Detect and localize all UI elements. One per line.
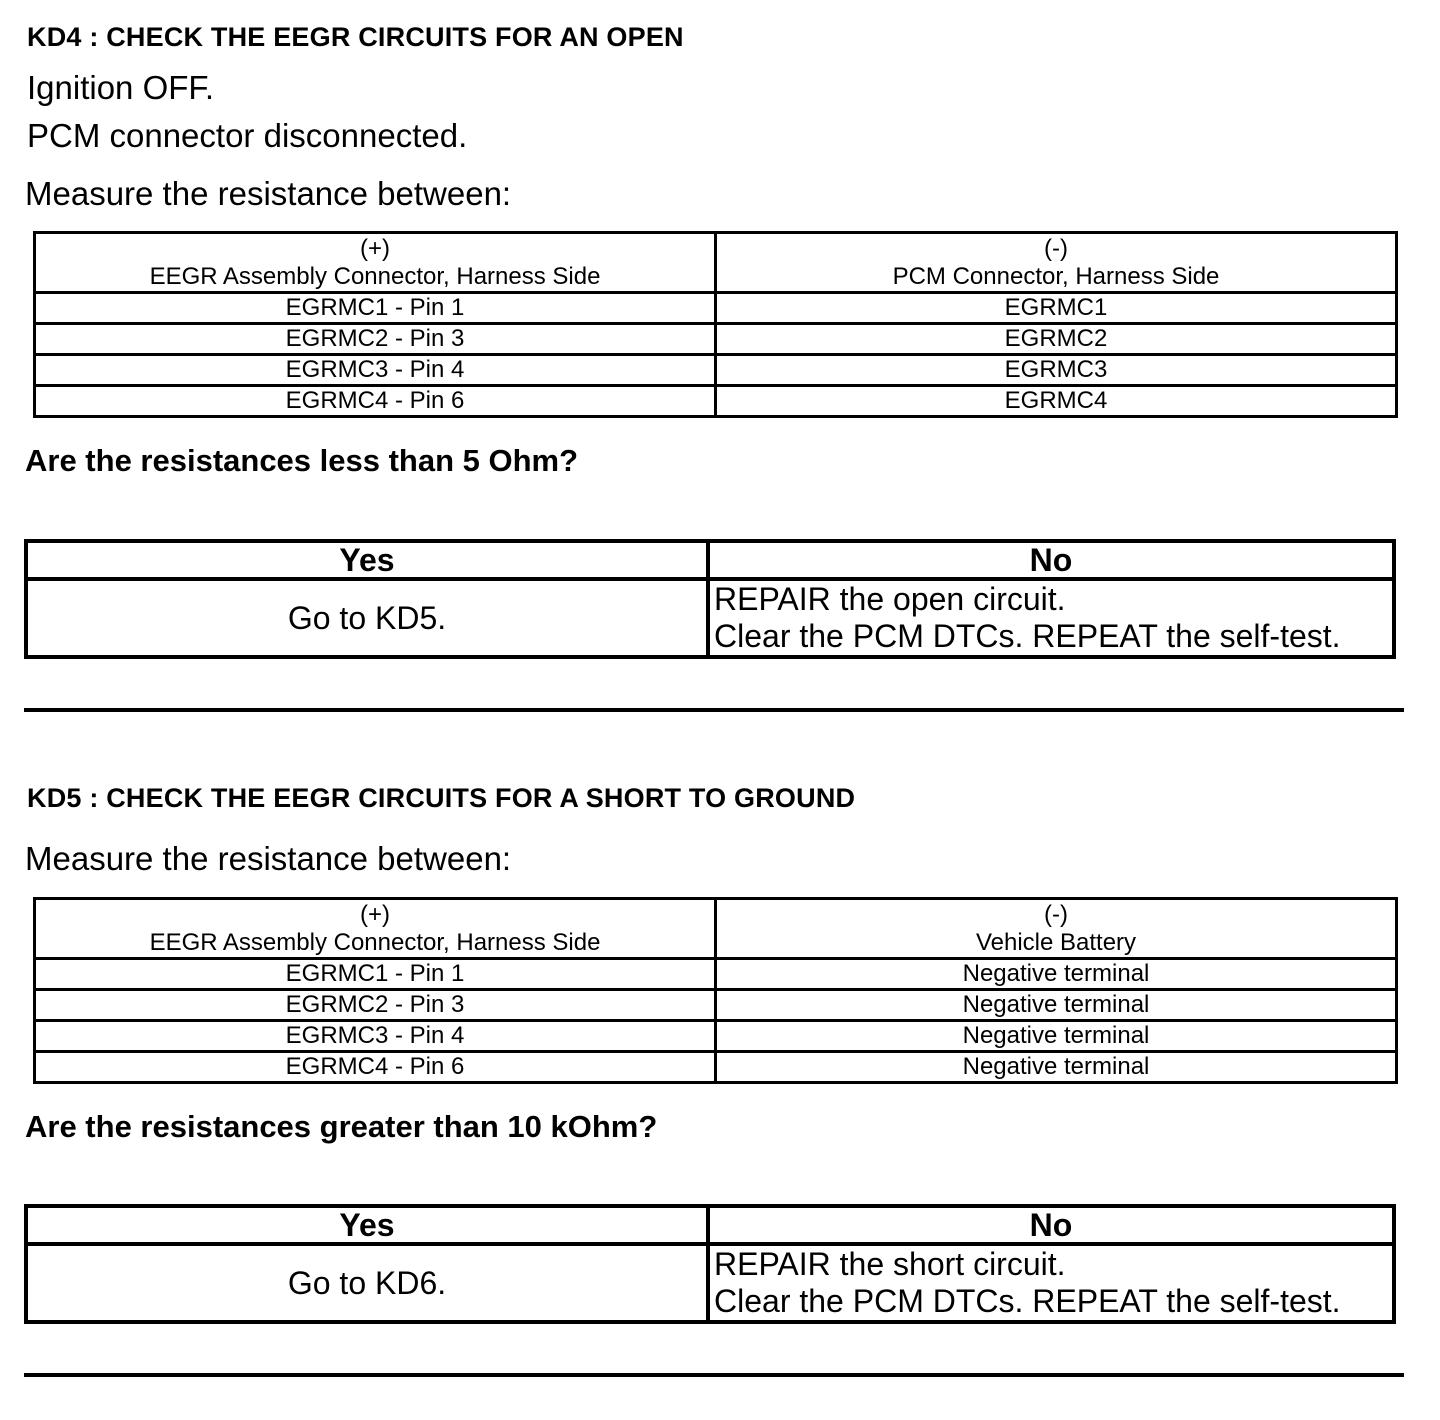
kd5-yes-header: Yes <box>26 1206 708 1244</box>
kd5-no-action-line1: REPAIR the short circuit. <box>714 1246 1066 1282</box>
kd5-no-header: No <box>708 1206 1394 1244</box>
kd5-question: Are the resistances greater than 10 kOhm? <box>25 1109 658 1144</box>
kd4-question: Are the resistances less than 5 Ohm? <box>25 443 579 478</box>
kd4-col-positive-label: EEGR Assembly Connector, Harness Side <box>149 262 601 290</box>
kd4-yes-action: Go to KD5. <box>26 579 708 657</box>
kd5-result-body-row <box>26 1244 1394 1322</box>
kd5-cell-negative: Negative terminal <box>716 990 1397 1021</box>
kd5-result-header-row <box>26 1206 1394 1244</box>
kd4-no-action-line2: Clear the PCM DTCs. REPEAT the self-test. <box>714 618 1341 654</box>
kd5-cell-negative: Negative terminal <box>716 1021 1397 1052</box>
kd5-measure-instruction: Measure the resistance between: <box>25 840 512 877</box>
section-divider <box>24 708 1404 712</box>
kd4-col-positive-header <box>35 233 716 293</box>
table-row <box>35 1021 1397 1052</box>
kd4-cell-positive: EGRMC2 - Pin 3 <box>35 324 716 355</box>
kd4-col-negative-symbol: (-) <box>1044 234 1068 262</box>
kd5-cell-negative: Negative terminal <box>716 959 1397 990</box>
table-row <box>35 324 1397 355</box>
kd5-col-positive-symbol: (+) <box>360 900 390 928</box>
kd4-measurement-table <box>33 231 1398 418</box>
kd4-cell-negative: EGRMC1 <box>716 293 1397 324</box>
table-row <box>35 990 1397 1021</box>
kd5-cell-positive: EGRMC3 - Pin 4 <box>35 1021 716 1052</box>
kd4-step-title: KD4 : CHECK THE EEGR CIRCUITS FOR AN OPEN <box>27 22 684 52</box>
kd4-col-positive-symbol: (+) <box>360 234 390 262</box>
kd4-cell-positive: EGRMC4 - Pin 6 <box>35 386 716 417</box>
kd5-no-action <box>708 1244 1394 1322</box>
kd4-result-table <box>24 539 1396 659</box>
table-row <box>35 293 1397 324</box>
kd4-condition-ignition: Ignition OFF. <box>27 69 215 106</box>
table-row <box>35 386 1397 417</box>
kd4-cell-negative: EGRMC3 <box>716 355 1397 386</box>
section-divider <box>24 1373 1404 1377</box>
kd5-table-header-row <box>35 899 1397 959</box>
kd5-cell-negative: Negative terminal <box>716 1052 1397 1083</box>
kd4-no-action-line1: REPAIR the open circuit. <box>714 581 1066 617</box>
kd4-table-header-row <box>35 233 1397 293</box>
kd4-cell-negative: EGRMC4 <box>716 386 1397 417</box>
kd4-yes-header: Yes <box>26 541 708 579</box>
kd5-cell-positive: EGRMC1 - Pin 1 <box>35 959 716 990</box>
kd4-no-action <box>708 579 1394 657</box>
kd4-cell-positive: EGRMC1 - Pin 1 <box>35 293 716 324</box>
kd5-step-title: KD5 : CHECK THE EEGR CIRCUITS FOR A SHORT TO GROUND <box>27 783 856 813</box>
kd5-measurement-table <box>33 897 1398 1084</box>
kd5-col-positive-label: EEGR Assembly Connector, Harness Side <box>149 928 601 956</box>
kd4-result-body-row <box>26 579 1394 657</box>
kd4-cell-negative: EGRMC2 <box>716 324 1397 355</box>
kd5-cell-positive: EGRMC2 - Pin 3 <box>35 990 716 1021</box>
kd5-col-negative-header <box>716 899 1397 959</box>
kd5-col-positive-header <box>35 899 716 959</box>
kd4-no-header: No <box>708 541 1394 579</box>
kd4-result-header-row <box>26 541 1394 579</box>
kd5-result-table <box>24 1204 1396 1324</box>
kd4-col-negative-label: PCM Connector, Harness Side <box>892 262 1220 290</box>
table-row <box>35 355 1397 386</box>
kd5-col-negative-label: Vehicle Battery <box>975 928 1137 956</box>
table-row <box>35 959 1397 990</box>
table-row <box>35 1052 1397 1083</box>
kd5-no-action-line2: Clear the PCM DTCs. REPEAT the self-test. <box>714 1283 1341 1319</box>
kd4-measure-instruction: Measure the resistance between: <box>25 175 512 212</box>
kd5-yes-action: Go to KD6. <box>26 1244 708 1322</box>
kd4-col-negative-header <box>716 233 1397 293</box>
kd4-cell-positive: EGRMC3 - Pin 4 <box>35 355 716 386</box>
kd5-cell-positive: EGRMC4 - Pin 6 <box>35 1052 716 1083</box>
kd5-col-negative-symbol: (-) <box>1044 900 1068 928</box>
kd4-condition-connector: PCM connector disconnected. <box>27 117 468 154</box>
